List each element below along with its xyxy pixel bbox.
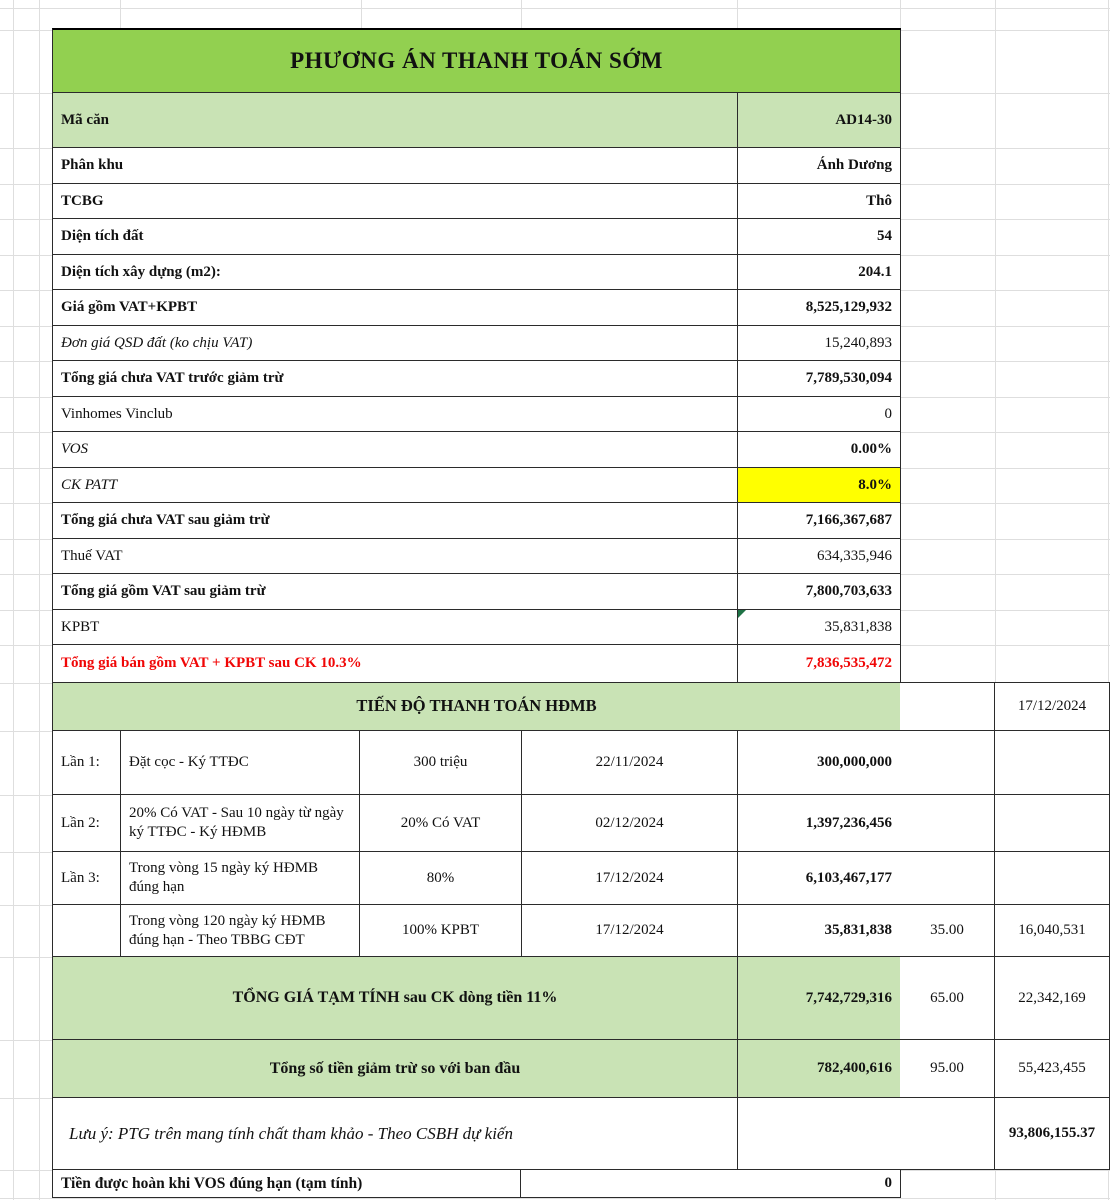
row-value[interactable]: 204.1	[738, 255, 901, 290]
description-cell[interactable]: 20% Có VAT - Sau 10 ngày từ ngày ký TTĐC - Ký HĐMB	[121, 795, 360, 852]
row-label[interactable]: Tổng giá chưa VAT sau giảm trừ	[53, 503, 738, 539]
term-cell[interactable]: 20% Có VAT	[360, 795, 522, 852]
side-col-h-cell[interactable]: 16,040,531	[995, 905, 1110, 957]
date-cell[interactable]: 02/12/2024	[522, 795, 738, 852]
formula-warning-icon	[738, 610, 746, 618]
gridline	[521, 0, 522, 30]
table-row	[53, 503, 901, 539]
side-row	[900, 795, 1110, 852]
stage-cell[interactable]: Lần 2:	[53, 795, 121, 852]
stage-cell[interactable]: Lần 1:	[53, 731, 121, 795]
title-row	[53, 30, 901, 93]
row-value[interactable]: Ánh Dương	[738, 148, 901, 184]
row-label[interactable]: VOS	[53, 432, 738, 468]
note-text[interactable]: Lưu ý: PTG trên mang tính chất tham khảo - Theo CSBH dự kiến	[53, 1098, 738, 1170]
row-value[interactable]	[738, 610, 901, 645]
amount-cell[interactable]: 1,397,236,456	[738, 795, 901, 852]
row-label[interactable]: Mã căn	[53, 93, 738, 148]
date-cell[interactable]: 17/12/2024	[522, 852, 738, 905]
total-row-label[interactable]: Tổng số tiền giảm trừ so với ban đầu	[53, 1040, 738, 1098]
side-row	[900, 683, 1110, 731]
schedule-row	[53, 731, 901, 795]
schedule-header-date[interactable]: 17/12/2024	[995, 683, 1110, 731]
payment-plan-table	[52, 28, 901, 1198]
date-cell[interactable]: 22/11/2024	[522, 731, 738, 795]
side-row	[900, 852, 1110, 905]
side-col-g-cell[interactable]: 95.00	[900, 1040, 995, 1098]
side-columns	[900, 682, 1110, 1170]
gridline	[0, 1198, 1110, 1199]
side-col-g-cell[interactable]: 65.00	[900, 957, 995, 1040]
row-label[interactable]: Tổng giá gồm VAT sau giảm trừ	[53, 574, 738, 610]
note-row	[53, 1098, 901, 1170]
stage-cell[interactable]	[53, 905, 121, 957]
total-amount[interactable]: 782,400,616	[738, 1040, 901, 1098]
row-label[interactable]: Diện tích đất	[53, 219, 738, 255]
row-label[interactable]: Đơn giá QSD đất (ko chịu VAT)	[53, 326, 738, 361]
gridline	[737, 0, 738, 30]
gridline	[13, 0, 14, 1200]
footer-value[interactable]: 0	[521, 1170, 901, 1198]
gridline	[361, 0, 362, 30]
table-row	[53, 645, 901, 683]
side-row	[900, 1098, 1110, 1170]
row-value[interactable]: 8,525,129,932	[738, 290, 901, 326]
side-col-h-cell[interactable]	[995, 852, 1110, 905]
side-row	[900, 731, 1110, 795]
side-col-g-cell[interactable]: 35.00	[900, 905, 995, 957]
note-extra-amount[interactable]: 93,806,155.37	[995, 1098, 1110, 1170]
side-col-g-cell[interactable]	[900, 731, 995, 795]
term-cell[interactable]: 300 triệu	[360, 731, 522, 795]
row-value[interactable]: 54	[738, 219, 901, 255]
row-label[interactable]: Phân khu	[53, 148, 738, 184]
total-row-label[interactable]: TỔNG GIÁ TẠM TÍNH sau CK dòng tiền 11%	[53, 957, 738, 1040]
gridline	[0, 8, 1110, 9]
side-col-h-cell[interactable]	[995, 795, 1110, 852]
ck-patt-highlight-cell[interactable]: 8.0%	[738, 468, 901, 503]
description-cell[interactable]: Trong vòng 120 ngày ký HĐMB đúng hạn - Theo TBBG CĐT	[121, 905, 360, 957]
table-row	[53, 574, 901, 610]
row-label[interactable]: Thuế VAT	[53, 539, 738, 574]
row-value[interactable]: 7,166,367,687	[738, 503, 901, 539]
term-cell[interactable]: 80%	[360, 852, 522, 905]
table-row	[53, 539, 901, 574]
row-value[interactable]: 0.00%	[738, 432, 901, 468]
total-amount[interactable]: 7,742,729,316	[738, 957, 901, 1040]
total-row	[53, 957, 901, 1040]
gridline	[39, 0, 40, 1200]
side-col-g-cell[interactable]	[900, 852, 995, 905]
row-label[interactable]: Tổng giá chưa VAT trước giảm trừ	[53, 361, 738, 397]
date-cell[interactable]: 17/12/2024	[522, 905, 738, 957]
term-cell[interactable]: 100% KPBT	[360, 905, 522, 957]
table-row	[53, 326, 901, 361]
amount-cell[interactable]: 300,000,000	[738, 731, 901, 795]
table-row	[53, 432, 901, 468]
footer-row	[53, 1170, 901, 1198]
side-col-g-cell[interactable]	[900, 795, 995, 852]
row-value[interactable]: 7,789,530,094	[738, 361, 901, 397]
side-col-h-cell[interactable]: 22,342,169	[995, 957, 1110, 1040]
row-value[interactable]: 634,335,946	[738, 539, 901, 574]
row-value[interactable]: 7,800,703,633	[738, 574, 901, 610]
schedule-header[interactable]: TIẾN ĐỘ THANH TOÁN HĐMB	[53, 683, 901, 731]
schedule-row	[53, 852, 901, 905]
side-col-g-cell[interactable]	[900, 1098, 995, 1170]
gridline	[120, 0, 121, 30]
table-row	[53, 397, 901, 432]
total-row	[53, 1040, 901, 1098]
schedule-header-row	[53, 683, 901, 731]
side-col-h-cell[interactable]	[995, 731, 1110, 795]
row-value[interactable]: 15,240,893	[738, 326, 901, 361]
row-value[interactable]: 7,836,535,472	[738, 645, 901, 683]
side-row	[900, 905, 1110, 957]
amount-cell[interactable]: 6,103,467,177	[738, 852, 901, 905]
side-col-h-cell[interactable]: 55,423,455	[995, 1040, 1110, 1098]
table-row	[53, 361, 901, 397]
row-label[interactable]: Diện tích xây dựng (m2):	[53, 255, 738, 290]
row-value[interactable]: Thô	[738, 184, 901, 219]
footer-label[interactable]: Tiền được hoàn khi VOS đúng hạn (tạm tính)	[53, 1170, 521, 1198]
note-empty-cell[interactable]	[738, 1098, 901, 1170]
page-title[interactable]: PHƯƠNG ÁN THANH TOÁN SỚM	[53, 30, 901, 93]
gridline	[900, 0, 901, 30]
table-row	[53, 255, 901, 290]
table-row	[53, 184, 901, 219]
schedule-row	[53, 795, 901, 852]
table-row	[53, 290, 901, 326]
table-row	[53, 148, 901, 184]
row-label[interactable]: CK PATT	[53, 468, 738, 503]
row-label[interactable]: Vinhomes Vinclub	[53, 397, 738, 432]
row-value-text: 35,831,838	[824, 618, 892, 635]
amount-cell[interactable]: 35,831,838	[738, 905, 901, 957]
table-row	[53, 219, 901, 255]
description-cell[interactable]: Trong vòng 15 ngày ký HĐMB đúng hạn	[121, 852, 360, 905]
row-label[interactable]: TCBG	[53, 184, 738, 219]
side-row	[900, 1040, 1110, 1098]
row-label[interactable]: KPBT	[53, 610, 738, 645]
table-row	[53, 93, 901, 148]
description-cell[interactable]: Đặt cọc - Ký TTĐC	[121, 731, 360, 795]
row-value[interactable]: 0	[738, 397, 901, 432]
row-label[interactable]: Tổng giá bán gồm VAT + KPBT sau CK 10.3%	[53, 645, 738, 683]
table-row	[53, 468, 901, 503]
stage-cell[interactable]: Lần 3:	[53, 852, 121, 905]
side-row	[900, 957, 1110, 1040]
row-value[interactable]: AD14-30	[738, 93, 901, 148]
row-label[interactable]: Giá gồm VAT+KPBT	[53, 290, 738, 326]
table-row	[53, 610, 901, 645]
side-col-g-cell[interactable]	[900, 683, 995, 731]
schedule-row	[53, 905, 901, 957]
